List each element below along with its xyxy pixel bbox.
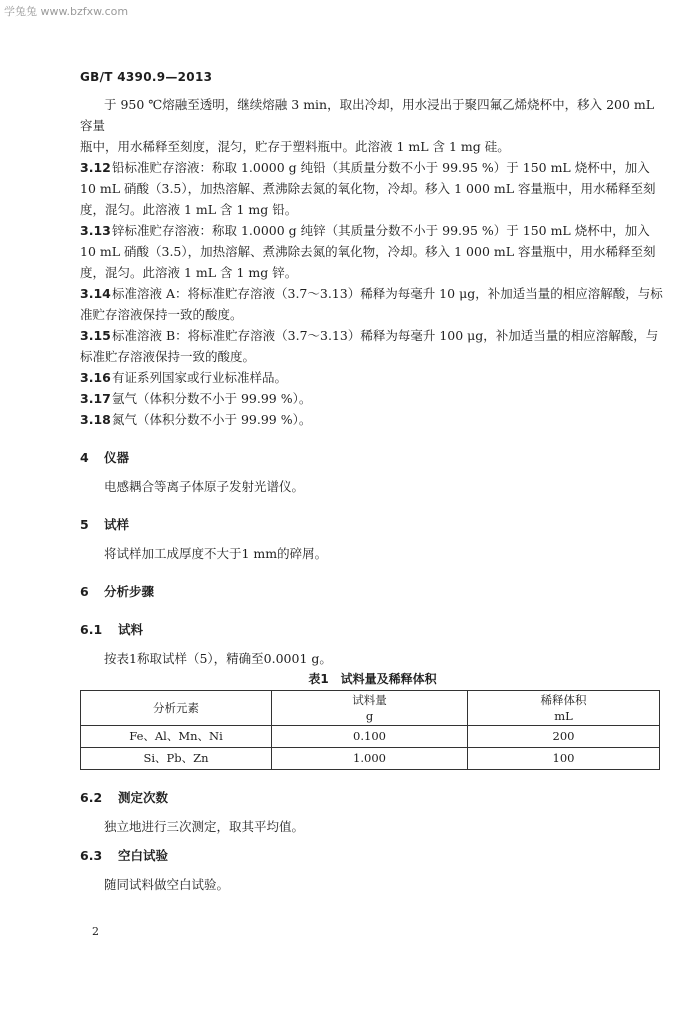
standard-code: GB/T 4390.9—2013 <box>80 70 213 84</box>
item-text: 氮气（体积分数不小于 99.99 %）。 <box>112 412 312 427</box>
section-title: 空白试验 <box>118 848 169 863</box>
table-header-row <box>81 691 660 726</box>
header-label: 分析元素 <box>153 701 199 715</box>
header-label: 试料量 <box>352 693 387 707</box>
item-number: 3.15 <box>80 328 111 343</box>
section-5-heading <box>80 514 665 535</box>
item-number: 3.16 <box>80 370 111 385</box>
item-3-15 <box>80 325 665 367</box>
item-text: 标准溶液 A：将标准贮存溶液（3.7～3.13）稀释为每毫升 10 μg，补加适当量的相应溶解酸，与标准贮存溶液保持一致的酸度。 <box>80 286 663 322</box>
item-text: 铅标准贮存溶液：称取 1.0000 g 纯铅（其质量分数不小于 99.95 %）于 150 mL 烧杯中，加入 10 mL 硝酸（3.5），加热溶解、煮沸除去氮的氧化物，冷却。移入 1 000 mL 容量瓶中，用水稀释至刻度，混匀。此溶液 1 mL 含 1 mg 铅。 <box>80 160 656 217</box>
section-number: 6.2 <box>80 790 103 805</box>
header-unit: mL <box>554 709 573 723</box>
section-6-3-body: 随同试料做空白试验。 <box>104 877 230 892</box>
continued-paragraph-line-1: 于 950 ℃熔融至透明，继续熔融 3 min，取出冷却，用水浸出于聚四氟乙烯烧杯中，移入 200 mL 容量 <box>80 97 655 133</box>
continued-paragraph-line-2: 瓶中，用水稀释至刻度，混匀，贮存于塑料瓶中。此溶液 1 mL 含 1 mg 硅。 <box>80 139 510 154</box>
section-title: 仪器 <box>104 450 130 465</box>
item-number: 3.12 <box>80 160 111 175</box>
table-cell: 100 <box>468 748 660 770</box>
section-number: 4 <box>80 450 89 465</box>
item-3-17 <box>80 388 665 409</box>
section-title: 测定次数 <box>118 790 169 805</box>
table-cell: Fe、Al、Mn、Ni <box>81 726 272 748</box>
header-element <box>81 691 272 726</box>
section-6-3-heading <box>80 845 665 866</box>
section-title: 试样 <box>104 517 130 532</box>
item-text: 锌标准贮存溶液：称取 1.0000 g 纯锌（其质量分数不小于 99.95 %）于 150 mL 烧杯中，加入 10 mL 硝酸（3.5），加热溶解、煮沸除去氮的氧化物，冷却。移入 1 000 mL 容量瓶中，用水稀释至刻度，混匀。此溶液 1 mL 含 1 mg 锌。 <box>80 223 656 280</box>
table-row <box>81 726 660 748</box>
section-6-1-body: 按表1称取试样（5），精确至0.0001 g。 <box>104 651 332 666</box>
section-6-heading <box>80 581 665 602</box>
section-4-heading <box>80 447 665 468</box>
item-3-13 <box>80 220 665 283</box>
sample-table <box>80 690 660 770</box>
item-3-14 <box>80 283 665 325</box>
section-title: 分析步骤 <box>104 584 155 599</box>
header-unit: g <box>365 709 374 723</box>
item-text: 标准溶液 B：将标准贮存溶液（3.7～3.13）稀释为每毫升 100 μg，补加适当量的相应溶解酸，与标准贮存溶液保持一致的酸度。 <box>80 328 659 364</box>
table-cell: 200 <box>468 726 660 748</box>
section-6-1-heading <box>80 619 665 640</box>
item-number: 3.18 <box>80 412 111 427</box>
section-number: 5 <box>80 517 89 532</box>
section-4-body: 电感耦合等离子体原子发射光谱仪。 <box>104 479 305 494</box>
watermark: 学兔兔 www.bzfxw.com <box>4 5 129 18</box>
item-text: 有证系列国家或行业标准样品。 <box>112 370 288 385</box>
page-number: 2 <box>92 925 99 938</box>
item-text: 氩气（体积分数不小于 99.99 %）。 <box>112 391 312 406</box>
table-caption: 表1 试料量及稀释体积 <box>308 672 437 686</box>
section-number: 6.1 <box>80 622 103 637</box>
item-number: 3.17 <box>80 391 111 406</box>
item-3-16 <box>80 367 665 388</box>
table-cell: 1.000 <box>272 748 468 770</box>
header-label: 稀释体积 <box>540 693 587 707</box>
item-3-18 <box>80 409 665 430</box>
table-cell: 0.100 <box>272 726 468 748</box>
section-6-2-heading <box>80 787 665 808</box>
header-dilution-volume <box>468 691 660 726</box>
item-number: 3.13 <box>80 223 111 238</box>
section-title: 试料 <box>118 622 144 637</box>
section-number: 6.3 <box>80 848 103 863</box>
table-row <box>81 748 660 770</box>
header-sample-mass <box>272 691 468 726</box>
section-number: 6 <box>80 584 89 599</box>
item-number: 3.14 <box>80 286 111 301</box>
item-3-12 <box>80 157 665 220</box>
table-cell: Si、Pb、Zn <box>81 748 272 770</box>
section-5-body: 将试样加工成厚度不大于1 mm的碎屑。 <box>104 546 328 561</box>
document-body <box>80 94 665 895</box>
section-6-2-body: 独立地进行三次测定，取其平均值。 <box>104 819 305 834</box>
